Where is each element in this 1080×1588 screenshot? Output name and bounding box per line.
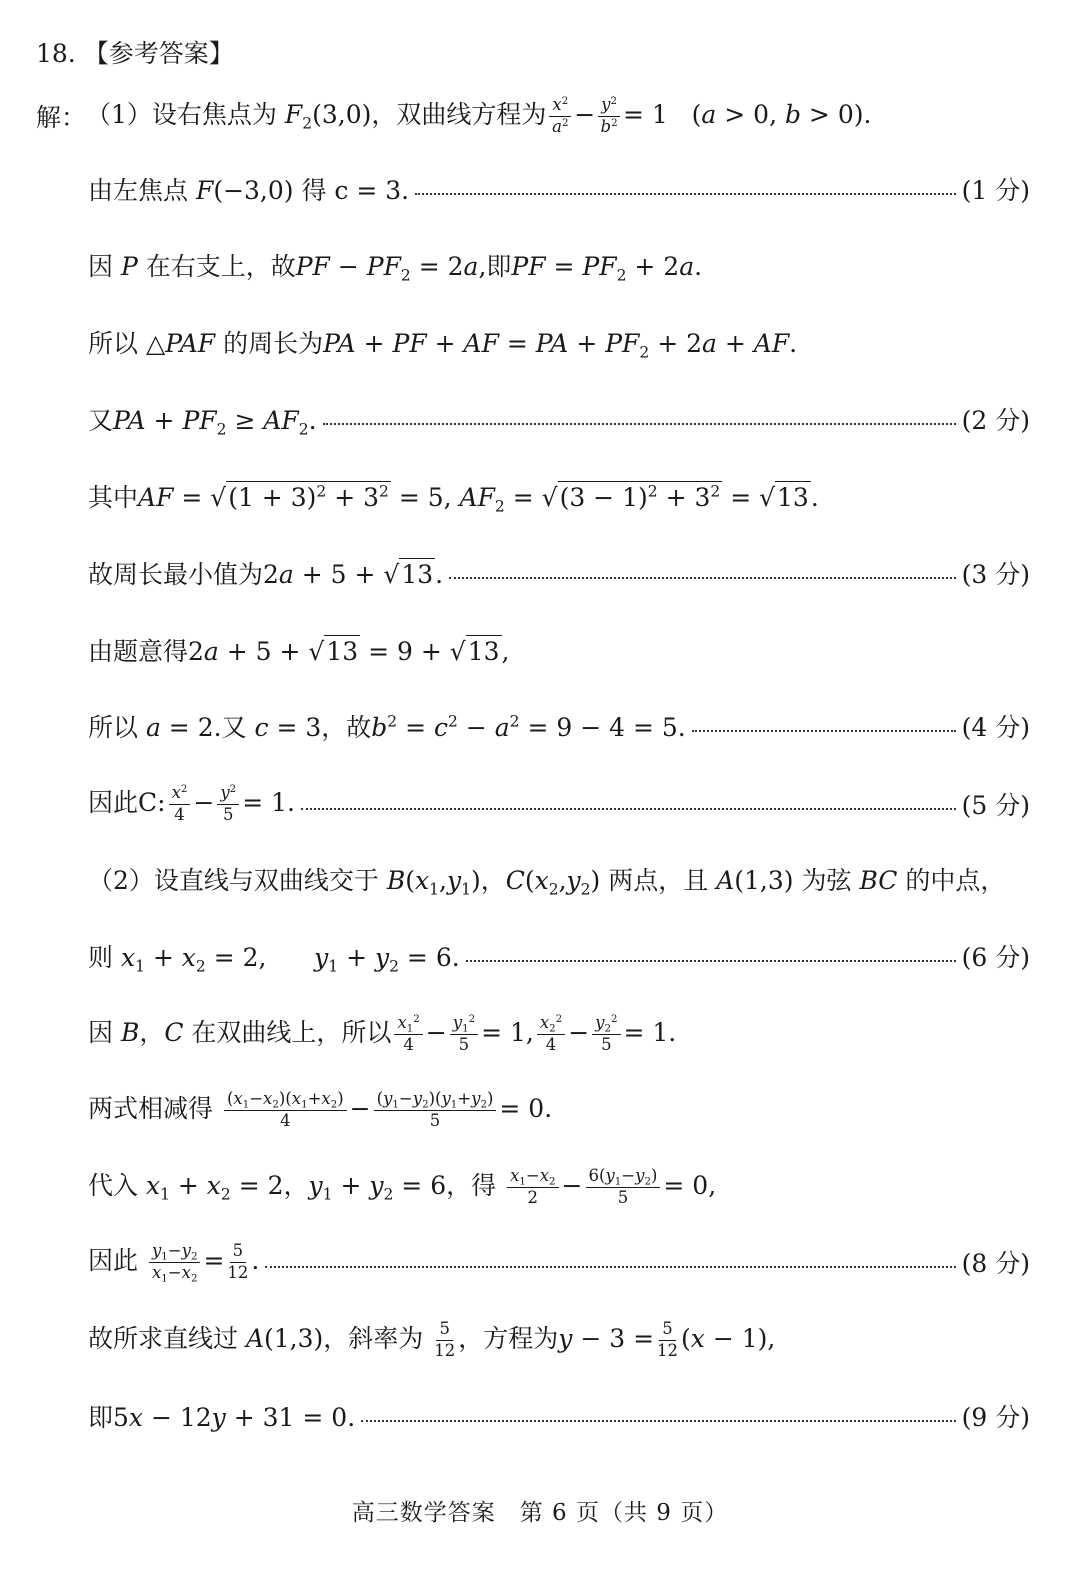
solution-line-8 [88,628,1030,672]
math-expression: 因 B，C 在双曲线上，所以 $\frac{x_1^2}{4}$ − $\frac{y_1^2}{5}$ = 1, $\frac{x_2^2}{4}$ − $\frac{y_2^2}{5}$ = 1. [88,1013,677,1055]
dot-leader [361,1418,955,1422]
math-expression: 因此 $\frac{y_1-y_2}{x_1-x_2}$ = $\frac{5}{12}$ . [88,1241,260,1285]
solution-line-1 [36,94,1030,138]
score-mark: (3 分) [961,560,1030,589]
solution-line-16 [88,1240,1030,1284]
dot-leader [265,1264,955,1268]
solution-line-10 [88,782,1030,826]
solution-line-3 [88,243,1030,287]
solution-line-17 [88,1318,1030,1362]
math-expression: 所以 a = 2.又 c = 3，故$b^2 = c^2 - a^2 = 9 - 4 = 5$. [88,712,686,742]
score-mark: (5 分) [961,791,1030,820]
solution-line-11 [88,857,1030,901]
question-header [36,30,1030,74]
solution-line-18 [88,1394,1030,1438]
dot-leader [692,728,956,732]
solution-line-14 [88,1088,1030,1132]
math-expression: （1）设右焦点为 $F_2(3,0)$，双曲线方程为 $\frac{x^2}{a^2}$ − $\frac{y^2}{b^2}$ = 1 (a > 0, b > 0). [86,95,872,137]
question-number-label: 18. 【参考答案】 [36,39,234,68]
dot-leader [415,191,956,195]
math-expression: 所以 △PAF 的周长为PA + PF + AF = PA + $PF_2 + 2a$ + AF. [88,329,798,362]
score-mark: (4 分) [961,713,1030,742]
math-expression: 又PA + $PF_2 \ge AF_2$. [88,406,317,439]
math-expression: 由题意得2a + 5 + √ 13 = 9 + √ 13 , [88,637,510,666]
dot-leader [466,958,956,962]
math-expression: 故周长最小值为2a + 5 + √ 13 . [88,560,444,589]
math-expression: 由左焦点 F(−3,0) 得 c = 3. [88,176,410,205]
score-mark: (1 分) [961,176,1030,205]
math-expression: 则 $x_1 + x_2 = 2$, $y_1 + y_2 = 6$. [88,943,460,976]
solution-line-15 [88,1165,1030,1209]
math-expression: 因 P 在右支上，故PF − $PF_2 = 2a$,即PF = $PF_2 + 2a$. [88,252,703,285]
solution-line-9 [88,704,1030,748]
score-mark: (8 分) [961,1249,1030,1278]
dot-leader [449,575,956,579]
solution-line-13 [88,1012,1030,1056]
math-expression: 故所求直线过 A(1,3)，斜率为 $\frac{5}{12}$ ，方程为y − 3 = $\frac{5}{12}$ (x − 1), [88,1319,776,1361]
math-expression: 代入 $x_1 + x_2 = 2$，$y_1 + y_2 = 6$，得 $\frac{x_1-x_2}{2}$ − $\frac{6(y_1-y_2)}{5}$ = 0, [88,1166,717,1208]
score-mark: (6 分) [961,943,1030,972]
dot-leader [323,421,956,425]
solution-label: 解： [36,103,87,132]
score-mark: (2 分) [961,406,1030,435]
solution-line-12 [88,934,1030,978]
math-expression: （2）设直线与双曲线交于 $B(x_1,y_1)$，$C(x_2,y_2)$ 两点，且 A(1,3) 为弦 BC 的中点， [88,866,1006,899]
solution-line-7 [88,551,1030,595]
page-footer: 高三数学答案 第 6 页（共 9 页） [351,1500,729,1526]
math-expression: 即5x − 12y + 31 = 0. [88,1403,356,1432]
solution-line-5 [88,397,1030,441]
dot-leader [301,806,956,810]
solution-line-4 [88,320,1030,364]
math-expression: 因此C: $\frac{x^2}{4}$ − $\frac{y^2}{5}$ = 1. [88,783,295,825]
solution-line-2 [88,167,1030,211]
math-expression: 其中AF = √ $(1 + 3)^2 + 3^2$ = 5, $AF_2$ = √ $(3 - 1)^2 + 3^2$ = √ 13 . [88,482,819,516]
math-expression: 两式相减得 $\frac{(x_1-x_2)(x_1+x_2)}{4}$ − $\frac{(y_1-y_2)(y_1+y_2)}{5}$ = 0. [88,1089,553,1131]
solution-line-6 [88,474,1030,518]
score-mark: (9 分) [961,1403,1030,1432]
